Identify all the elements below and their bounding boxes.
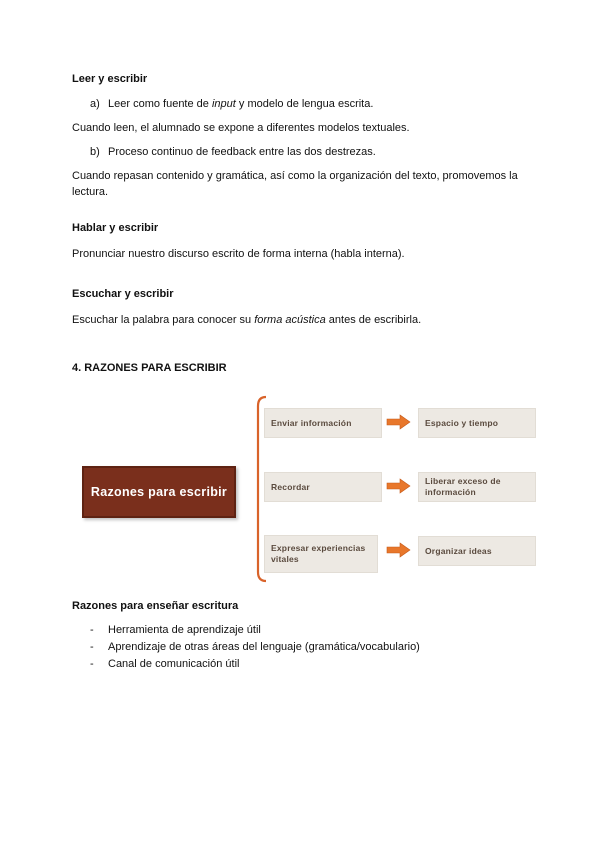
heading-leer-escribir: Leer y escribir (72, 73, 148, 85)
diagram-box-expresar (264, 535, 378, 573)
list-item: Herramienta de aprendizaje útil (108, 624, 261, 636)
paragraph-escuchar-italic: forma acústica (254, 314, 326, 326)
list-dash: - (90, 641, 94, 653)
list-dash: - (90, 624, 94, 636)
paragraph-escuchar-pre: Escuchar la palabra para conocer su (72, 314, 255, 326)
diagram-box-liberar (418, 472, 536, 502)
list-item: Aprendizaje de otras áreas del lenguaje (gramática/vocabulario) (108, 641, 420, 653)
paragraph-leer-2-line1: Cuando repasan contenido y gramática, así como la organización del texto, promovemos la (72, 170, 518, 182)
diagram-box-recordar: Recordar (264, 472, 382, 502)
paragraph-leer-2-line2: lectura. (72, 186, 109, 198)
paragraph-escuchar-post: antes de escribirla. (325, 314, 422, 326)
list-item-b: Proceso continuo de feedback entre las dos destrezas. (108, 146, 376, 158)
diagram-box-organizar: Organizar ideas (418, 536, 536, 566)
arrow-right-icon (386, 414, 412, 430)
list-dash: - (90, 658, 94, 670)
heading-hablar-escribir: Hablar y escribir (72, 222, 159, 234)
paragraph-escuchar (72, 312, 421, 328)
list-item-a-italic: input (211, 98, 236, 110)
diagram-main-box: Razones para escribir (82, 466, 236, 518)
list-item-a-post: y modelo de lengua escrita. (235, 98, 374, 110)
diagram-box-liberar-line1: Liberar exceso de (425, 476, 501, 486)
diagram-box-liberar-line2: información (425, 487, 476, 497)
heading-razones-escribir: 4. RAZONES PARA ESCRIBIR (72, 362, 227, 374)
list-item-a (108, 96, 373, 112)
heading-escuchar-escribir: Escuchar y escribir (72, 288, 174, 300)
list-marker-b: b) (90, 146, 100, 158)
paragraph-leer-1: Cuando leen, el alumnado se expone a diferentes modelos textuales. (72, 122, 410, 134)
heading-razones-ensenar: Razones para enseñar escritura (72, 600, 239, 612)
diagram-box-espacio: Espacio y tiempo (418, 408, 536, 438)
list-item: Canal de comunicación útil (108, 658, 240, 670)
list-item-a-pre: Leer como fuente de (108, 98, 212, 110)
list-marker-a: a) (90, 98, 100, 110)
arrow-right-icon (386, 478, 412, 494)
diagram-box-expresar-line1: Expresar experiencias (271, 543, 366, 553)
diagram-box-enviar: Enviar información (264, 408, 382, 438)
paragraph-hablar: Pronunciar nuestro discurso escrito de forma interna (habla interna). (72, 248, 405, 260)
diagram-box-expresar-line2: vitales (271, 554, 299, 564)
arrow-right-icon (386, 542, 412, 558)
